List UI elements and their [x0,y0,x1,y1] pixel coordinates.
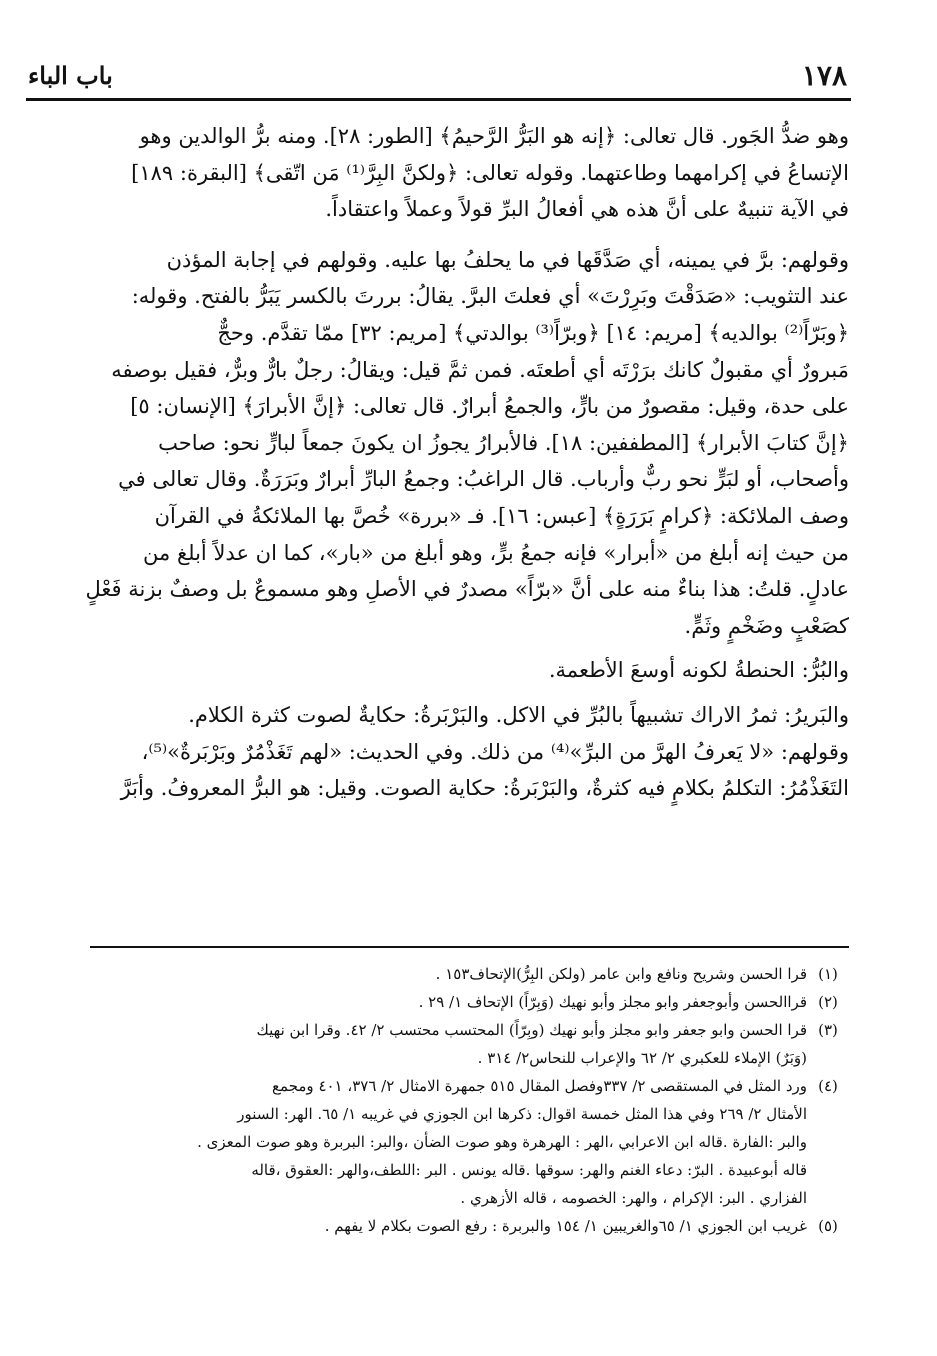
text-line: مَبرورٌ أي مقبولٌ كانك برَرْتَه أي أطعتَه. فمن ثمَّ قيل: ويقالُ: رجلٌ بارٌّ وبرٌّ، فقيل بوصفه [111,357,849,382]
footnote-3 [80,1016,849,1044]
text-line: التَغَذْمُرُ: التكلمُ بكلامٍ فيه كثرةٌ، والبَرْبَرةُ: حكاية الصوت. وقيل: هو البرُّ المعروفُ. وأبَرَّ [120,776,849,801]
footnote-text: غريب ابن الجوزي ١/ ٦٥والغريبين ١/ ١٥٤ والبربرة : رفع الصوت بكلام لا يفهم . [324,1217,807,1235]
text-line: من حيث إنه أبلغ من «أبرار» فإنه جمعُ برٍّ، وهو أبلغ من «بار»، كما ان عدلاً أبلغ من [143,540,849,565]
footnote-1 [80,960,849,988]
text-line: ﴿وبَرّاً⁽²⁾ بوالديه﴾ [مريم: ١٤] ﴿وبرّاً⁽³⁾ بوالدتي﴾ [مريم: ٣٢] ممّا تقدَّم. وحجٌّ [217,320,849,345]
footnote-5 [80,1212,849,1240]
main-text [40,118,849,807]
text-line: والبُرُّ: الحنطةُ لكونه أوسعَ الأطعمة. [548,658,849,683]
text-line: عند التثويب: «صَدَقْتَ وبَرِرْتَ» أي فعلتَ البرَّ. يقالُ: بررتَ بالكسر يَبَرُّ بالفتح. وقوله: [131,284,849,309]
text-line: عادلٍ. قلتُ: هذا بناءٌ منه على أنَّ «برّاً» مصدرٌ في الأصلِ وهو مسموعٌ بل وصفٌ بزنة فَعْلٍ [85,577,849,602]
footnote-number: (٤) [818,1077,838,1095]
footnote-text: ورد المثل في المستقصى ٢/ ٣٣٧وفصل المقال ٥١٥ جمهرة الامثال ٢/ ٣٧٦، ٤٠١ ومجمع [272,1077,807,1095]
footnote-number: (٢) [818,993,838,1011]
text-line: وهو ضدُّ الجَور. قال تعالى: ﴿إنه هو البَرُّ الرَّحيمُ﴾ [الطور: ٢٨]. ومنه برُّ الوالدين وهو [139,124,849,148]
footnote-number: (٥) [818,1217,838,1235]
footnote-text: قراالحسن وأبوجعفر وابو مجلز وأبو نهيك (وَبِرّاً) الإتحاف ١/ ٢٩ . [418,993,807,1011]
footnote-number: (٣) [818,1021,838,1039]
text-line: وأصحاب، أو لبَرٍّ نحو ربٌّ وأرباب. قال الراغبُ: وجمعُ البارِّ أبرارٌ وبَرَرَةٌ. وقال تعالى في [118,467,849,492]
footnote-4-continued: الفزاري . البر: الإكرام ، والهر: الخصومه ، قاله الأزهري . [460,1189,807,1207]
paragraph-gap [40,228,849,242]
footnote-4 [80,1072,849,1100]
footnote-4-continued: والبر :الفارة .قاله ابن الاعرابي ،الهر : الهرهرة وهو صوت الضأن ،والبر: البربرة وهو صوت المعزى . [197,1133,807,1151]
footnote-number: (١) [818,965,838,983]
paragraph-gap [40,644,849,652]
running-head [28,58,847,98]
footnotes [80,960,849,1240]
footnote-3-continued: (وَبَرٌ) الإملاء للعكبري ٢/ ٦٢ والإعراب للنحاس٢/ ٣١٤ . [477,1049,807,1067]
text-line: الإتساعُ في إكرامهما وطاعتهما. وقوله تعالى: ﴿ولكنَّ البِرَّ⁽¹⁾ مَن اتّقى﴾ [البقرة: ١٨٩] [131,160,849,185]
footnote-text: قرا الحسن وابو جعفر وابو مجلز وأبو نهيك (وبِرّاً) المحتسب محتسب ٢/ ٤٢. وقرا ابن نهيك [256,1021,807,1039]
page-number: ١٧٨ [801,59,847,92]
text-line: ﴿إنَّ كتابَ الأبرار﴾ [المطففين: ١٨]. فالأبرارُ يجوزُ ان يكونَ جمعاً لبارٍّ نحو: صاحب [158,430,849,455]
footnote-text: قرا الحسن وشريح ونافع وابن عامر (ولكن البِرُّ)الإتحاف١٥٣ . [435,965,807,983]
chapter-title: باب الباء [28,61,113,90]
footnote-separator [90,946,849,948]
text-line: كصَعْبٍ وضَخْمٍ وثَمٍّ. [684,613,849,638]
text-line: والبَريرُ: ثمرُ الاراك تشبيهاً بالبُرِّ في الاكل. والبَرْبَرةُ: حكايةٌ لصوت كثرة الكلام. [188,702,849,727]
text-line: وقولهم: برَّ في يمينه، أي صَدَّقَها في ما يحلفُ بها عليه. وقولهم في إجابة المؤذن [166,247,849,272]
text-line: وصف الملائكة: ﴿كرامٍ بَرَرَةٍ﴾ [عبس: ١٦]. فـ «بررة» خُصَّ بها الملائكةُ في القرآن [154,503,849,528]
text-line: وقولهم: «لا يَعرفُ الهرَّ من البرِّ»⁽⁴⁾ من ذلك. وفي الحديث: «لهم تَغَذْمُرٌ وبَرْبَرةٌ»⁽⁵⁾، [141,739,849,764]
header-rule [26,98,851,101]
paragraph-gap [40,689,849,697]
footnote-4-continued: قاله أبوعبيدة . البرّ: دعاء الغنم والهر: سوقها .قاله يونس . البر :اللطف،والهر :العقوق ،قاله [251,1161,807,1179]
text-line: في الآية تنبيهٌ على أنَّ هذه هي أفعالُ البرِّ قولاً وعملاً واعتقاداً. [325,197,849,222]
footnote-2 [80,988,849,1016]
footnote-4-continued: الأمثال ٢/ ٢٦٩ وفي هذا المثل خمسة اقوال: ذكرها ابن الجوزي في غريبه ١/ ٦٥. الهر: السنور [237,1105,807,1123]
text-line: على حدة، وقيل: مقصورٌ من بارٍّ، والجمعُ أبرارٌ. قال تعالى: ﴿إنَّ الأبرارَ﴾ [الإنسان: ٥] [130,394,849,419]
